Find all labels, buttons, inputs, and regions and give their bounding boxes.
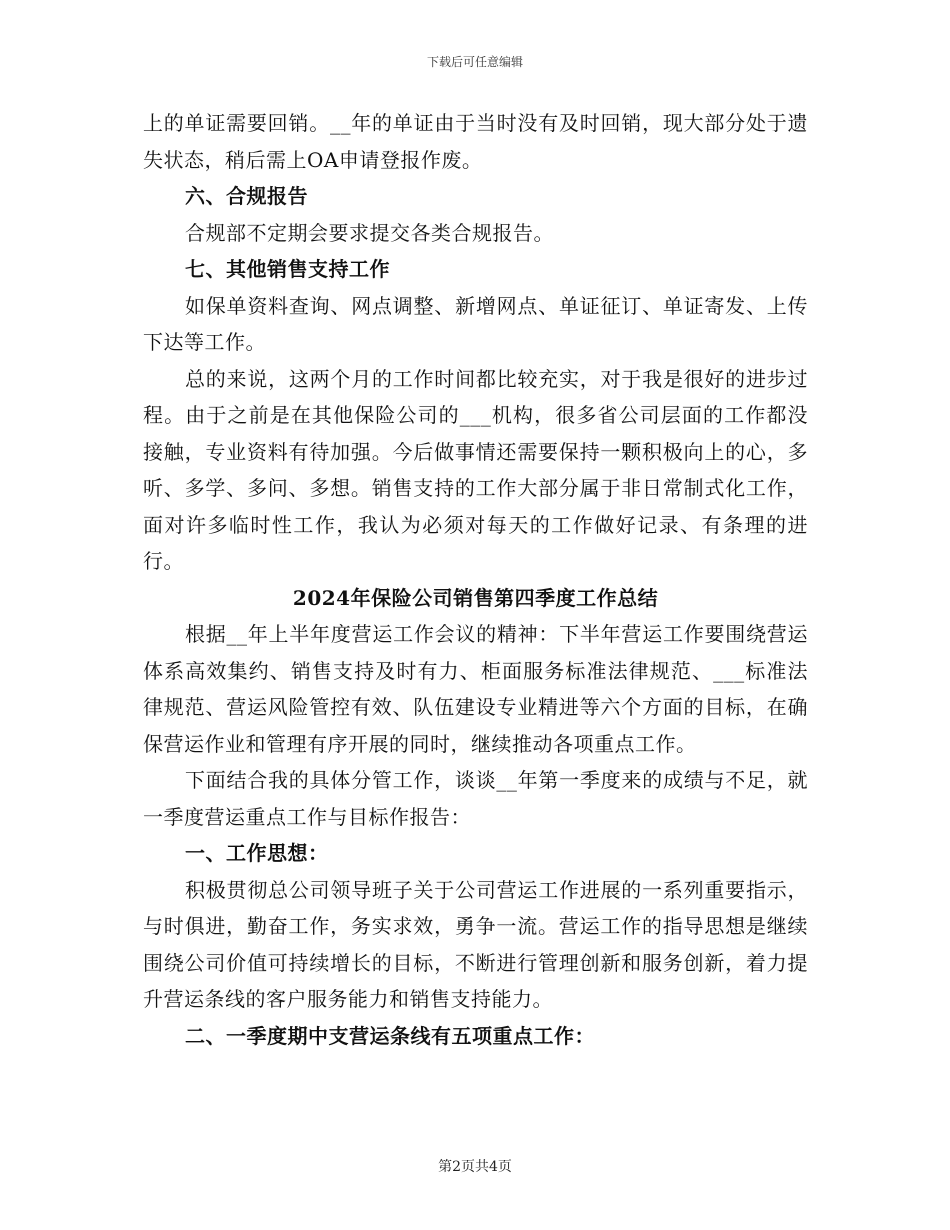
paragraph: 合规部不定期会要求提交各类合规报告。 — [185, 220, 554, 245]
paragraph: 如保单资料查询、网点调整、新增网点、单证征订、单证寄发、上传下达等工作。 — [143, 293, 808, 354]
section-heading: 六、合规报告 — [185, 184, 308, 208]
paragraph: 下面结合我的具体分管工作，谈谈__年第一季度来的成绩与不足，就一季度营运重点工作与目标作报告： — [143, 768, 808, 829]
paragraph: 上的单证需要回销。__年的单证由于当时没有及时回销，现大部分处于遗失状态，稍后需上OA申请登报作废。 — [143, 111, 808, 172]
paragraph: 根据__年上半年度营运工作会议的精神：下半年营运工作要围绕营运体系高效集约、销售支持及时有力、柜面服务标准法律规范、___标准法律规范、营运风险管控有效、队伍建设专业精进等六个方面的目标，在确保营运作业和管理有序开展的同时，继续推动各项重点工作。 — [143, 622, 808, 756]
page-header-note: 下载后可任意编辑 — [426, 55, 523, 69]
document-title: 2024年保险公司销售第四季度工作总结 — [292, 585, 659, 610]
section-heading: 一、工作思想： — [185, 841, 329, 865]
page-number: 第2页共4页 — [438, 1159, 512, 1175]
paragraph: 积极贯彻总公司领导班子关于公司营运工作进展的一系列重要指示，与时俱进，勤奋工作，务实求效，勇争一流。营运工作的指导思想是继续围绕公司价值可持续增长的目标，不断进行管理创新和服务创新，着力提升营运条线的客户服务能力和销售支持能力。 — [143, 877, 808, 1011]
paragraph: 总的来说，这两个月的工作时间都比较充实，对于我是很好的进步过程。由于之前是在其他保险公司的___机构，很多省公司层面的工作都没接触，专业资料有待加强。今后做事情还需要保持一颗积极向上的心，多听、多学、多问、多想。销售支持的工作大部分属于非日常制式化工作，面对许多临时性工作，我认为必须对每天的工作做好记录、有条理的进行。 — [143, 366, 808, 573]
section-heading: 七、其他销售支持工作 — [185, 257, 390, 281]
section-heading: 二、一季度期中支营运条线有五项重点工作： — [185, 1023, 595, 1048]
document-body — [143, 105, 808, 1054]
